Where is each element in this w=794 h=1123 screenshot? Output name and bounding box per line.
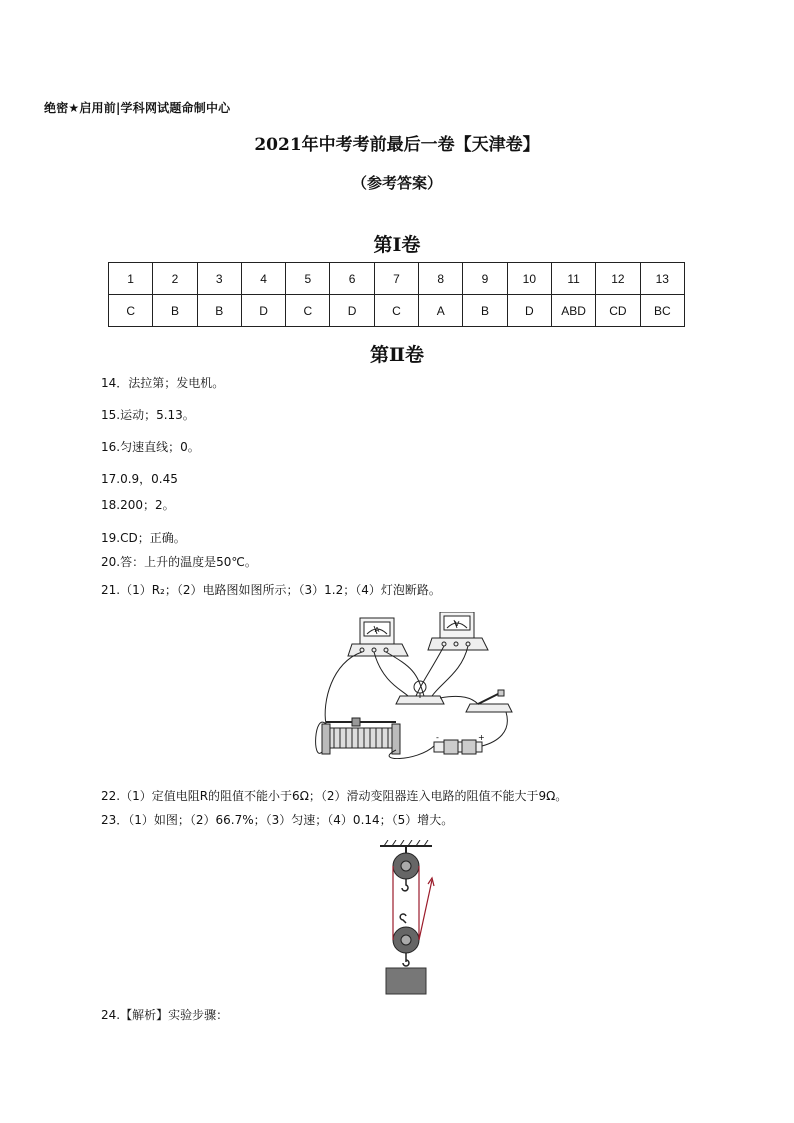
- question-number: 2: [153, 263, 197, 295]
- answer-cell: D: [507, 295, 551, 327]
- battery-minus-label: -: [436, 733, 439, 742]
- ammeter-icon: [348, 618, 408, 656]
- question-number: 4: [241, 263, 285, 295]
- page-title: 2021年中考考前最后一卷【天津卷】: [254, 135, 540, 155]
- question-number: 9: [463, 263, 507, 295]
- question-number: 1: [109, 263, 153, 295]
- question-number: 13: [640, 263, 684, 295]
- question-number: 11: [551, 263, 595, 295]
- movable-pulley-icon: [393, 914, 419, 966]
- answer-cell: D: [241, 295, 285, 327]
- answer-16: 16.匀速直线；0。: [101, 440, 200, 454]
- rheostat-icon: [322, 718, 400, 754]
- answer-22: 22.（1）定值电阻R的阻值不能小于6Ω；（2）滑动变阻器连入电路的阻值不能大于9Ω。: [101, 789, 568, 803]
- ammeter-label: A: [374, 626, 380, 634]
- section-2-heading: 第Ⅱ卷: [369, 344, 424, 366]
- question-number: 8: [419, 263, 463, 295]
- question-number: 3: [197, 263, 241, 295]
- answer-21: 21.（1）R₂；（2）电路图如图所示；（3）1.2；（4）灯泡断路。: [101, 583, 441, 597]
- answer-cell: B: [153, 295, 197, 327]
- weight-block: [386, 968, 426, 994]
- page-subtitle: （参考答案）: [351, 174, 442, 192]
- voltmeter-icon: [428, 612, 488, 650]
- confidential-tag: 绝密★启用前|学科网试题命制中心: [44, 101, 231, 115]
- battery-icon: [434, 740, 482, 754]
- answer-table: [108, 262, 685, 327]
- battery-plus-label: +: [478, 733, 485, 742]
- question-number: 12: [596, 263, 640, 295]
- answer-cell: A: [419, 295, 463, 327]
- answer-15: 15.运动；5.13。: [101, 408, 195, 422]
- answer-19: 19.CD；正确。: [101, 531, 186, 545]
- answer-cell: C: [109, 295, 153, 327]
- question-number: 10: [507, 263, 551, 295]
- answer-cell: BC: [640, 295, 684, 327]
- answer-cell: C: [286, 295, 330, 327]
- answer-14: 14．法拉第；发电机。: [101, 376, 225, 390]
- answer-cell: CD: [596, 295, 640, 327]
- answer-cell: ABD: [551, 295, 595, 327]
- answer-23: 23．（1）如图；（2）66.7%；（3）匀速；（4）0.14；（5）增大。: [101, 813, 454, 827]
- fixed-pulley-icon: [393, 846, 419, 891]
- answer-cell: C: [374, 295, 418, 327]
- pulley-diagram: [374, 840, 440, 996]
- answer-cell: B: [463, 295, 507, 327]
- section-1-heading: 第Ⅰ卷: [373, 234, 421, 256]
- voltmeter-label: V: [454, 620, 460, 628]
- answer-cell: B: [197, 295, 241, 327]
- answer-table-answer-row: [109, 295, 685, 327]
- answer-18: 18.200；2。: [101, 498, 175, 512]
- answer-20: 20.答：上升的温度是50℃。: [101, 555, 257, 569]
- answer-24: 24.【解析】实验步骤：: [101, 1008, 229, 1022]
- answer-cell: D: [330, 295, 374, 327]
- answer-17: 17.0.9，0.45: [101, 472, 178, 486]
- question-number: 5: [286, 263, 330, 295]
- question-number: 7: [374, 263, 418, 295]
- switch-icon: [466, 690, 512, 712]
- question-number: 6: [330, 263, 374, 295]
- answer-table-number-row: [109, 263, 685, 295]
- circuit-diagram: [312, 612, 517, 767]
